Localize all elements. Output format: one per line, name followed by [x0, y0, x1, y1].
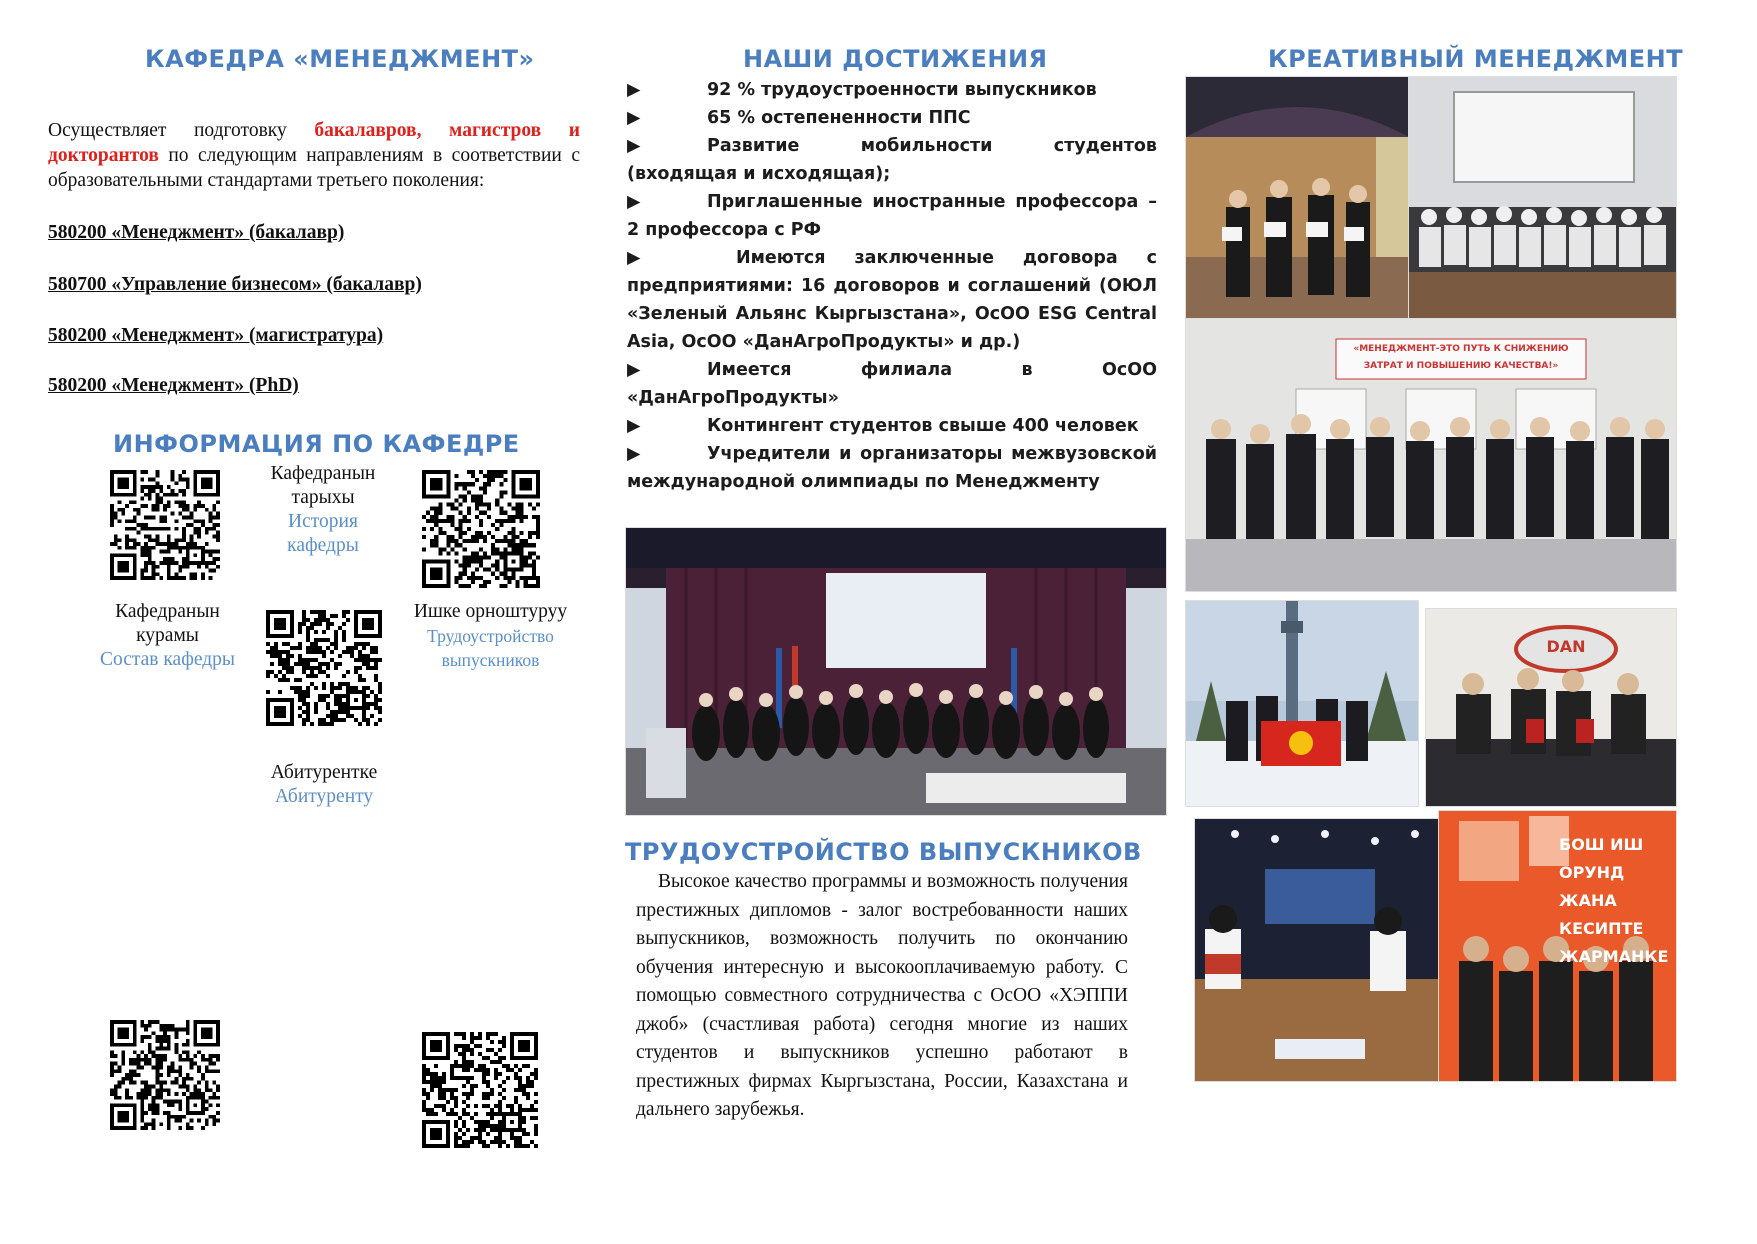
triangle-bullet-icon: ▶: [627, 444, 641, 464]
achievement-item: ▶ Учредители и организаторы межвузовской международной олимпиады по Менеджменту: [627, 440, 1157, 496]
intro-degrees: бакалавров, магистров и докторантов: [48, 120, 580, 166]
dan-logo-text: DAN: [1546, 637, 1586, 656]
achievements-title: НАШИ ДОСТИЖЕНИЯ: [743, 45, 1048, 73]
label-applicant-ru[interactable]: Абитуренту: [274, 786, 374, 807]
triangle-bullet-icon: ▶: [627, 360, 641, 380]
triangle-bullet-icon: ▶: [627, 248, 641, 268]
program-3[interactable]: 580200 «Менеджмент» (магистратура): [48, 325, 384, 346]
achievement-item: ▶ Контингент студентов свыше 400 человек: [627, 412, 1157, 440]
department-title: КАФЕДРА «МЕНЕДЖМЕНТ»: [145, 45, 535, 73]
qr-code-applicant[interactable]: [266, 610, 382, 726]
label-job-ky: Ишке орноштуруу: [413, 601, 568, 622]
achievements-list: [627, 76, 1157, 496]
label-job: [413, 600, 568, 672]
achievement-item: ▶ Имеется филиала в ОсОО «ДанАгроПродукты»: [627, 356, 1157, 412]
label-history: [253, 462, 393, 558]
program-1[interactable]: 580200 «Менеджмент» (бакалавр): [48, 222, 345, 243]
achievement-item: ▶ 65 % остепененности ППС: [627, 104, 1157, 132]
job-fair-text: БОШ ИШ ОРУНД ЖАНА КЕСИПТЕ ЖАРМАНКЕ: [1559, 835, 1669, 966]
achievement-item: ▶ Имеются заключенные договора с предприятиями: 16 договоров и соглашений (ОЮЛ «Зеленый Альянс Кыргызстана», ОсОО ESG Central Asia, ОсОО «ДанАгроПродукты» и др.): [627, 244, 1157, 356]
qr-code-bottom-left[interactable]: [110, 1020, 220, 1130]
program-2[interactable]: 580700 «Управление бизнесом» (бакалавр): [48, 274, 422, 295]
qr-code-history[interactable]: [422, 470, 540, 588]
department-intro: [48, 118, 580, 193]
photo-award-students: [1185, 76, 1410, 320]
photo-dan-signing: [1425, 608, 1677, 807]
triangle-bullet-icon: ▶: [627, 192, 641, 212]
photo-olympiad-group: [625, 527, 1167, 816]
label-history-ru[interactable]: История кафедры: [287, 511, 359, 556]
triangle-bullet-icon: ▶: [627, 136, 641, 156]
employment-text: Высокое качество программы и возможность получения престижных дипломов - залог востребованности наших выпускников, возможность получить по окончанию обучения интересную и высокооплачиваемую работу. С помощью совместного сотрудничества с ОсОО «ХЭППИ джоб» (счастливая работа) сегодня многие из наших студентов и выпускников успешно работают в престижных фирмах Кыргызстана, России, Казахстана и дальнего зарубежья.: [636, 871, 1128, 1120]
qr-code-bottom-right[interactable]: [422, 1032, 538, 1148]
triangle-bullet-icon: ▶: [627, 108, 641, 128]
intro-part-1: Осуществляет подготовку: [48, 120, 315, 141]
intro-part-2: по следующим направлениям в соответствии с образовательными стандартами третьего поколения:: [48, 145, 580, 191]
triangle-bullet-icon: ▶: [627, 416, 641, 436]
qr-code-staff[interactable]: [110, 470, 220, 580]
label-applicant-ky: Абитурентке: [270, 762, 378, 783]
photo-staff-banner: [1185, 318, 1677, 592]
label-staff-ru[interactable]: Состав кафедры: [99, 649, 236, 670]
achievement-item: ▶ Приглашенные иностранные профессора – 2 профессора с РФ: [627, 188, 1157, 244]
label-job-ru[interactable]: Трудоустройство выпускников: [427, 626, 554, 670]
photo-winter-flag: [1185, 600, 1419, 807]
photo-auditorium: [1408, 76, 1677, 320]
achievement-item: ▶ 92 % трудоустроенности выпускников: [627, 76, 1157, 104]
triangle-bullet-icon: ▶: [627, 80, 641, 100]
program-4[interactable]: 580200 «Менеджмент» (PhD): [48, 375, 299, 396]
label-applicant: [244, 761, 404, 809]
label-staff-ky: Кафедранын курамы: [115, 601, 220, 646]
photo-round-table: [1194, 818, 1440, 1082]
label-history-ky: Кафедранын тарыхы: [270, 463, 376, 508]
staff-banner-text: «МЕНЕДЖМЕНТ-ЭТО ПУТЬ К СНИЖЕНИЮ ЗАТРАТ И ПОВЫШЕНИЮ КАЧЕСТВА!»: [1353, 344, 1569, 371]
label-staff: [95, 600, 240, 672]
photo-job-fair: [1438, 810, 1677, 1082]
achievement-item: ▶ Развитие мобильности студентов (входящая и исходящая);: [627, 132, 1157, 188]
creative-title: КРЕАТИВНЫЙ МЕНЕДЖМЕНТ: [1268, 45, 1684, 73]
employment-title: ТРУДОУСТРОЙСТВО ВЫПУСКНИКОВ: [625, 838, 1142, 866]
info-title: ИНФОРМАЦИЯ ПО КАФЕДРЕ: [113, 430, 520, 458]
